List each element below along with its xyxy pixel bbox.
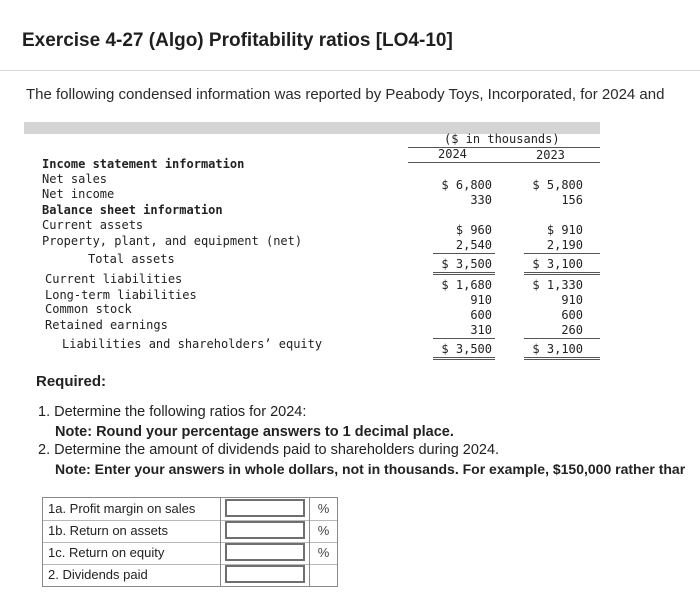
header-underline (408, 147, 600, 148)
value-2024-net-sales: $ 6,800 (441, 178, 492, 192)
value-2023-net-sales: $ 5,800 (532, 178, 583, 192)
answer-row-return-on-assets (43, 520, 337, 543)
row-label-liabilities-equity: Liabilities and shareholders’ equity (62, 337, 323, 351)
answer-row-dividends-paid (43, 564, 337, 586)
value-2024-current-liabilities: $ 1,680 (441, 278, 492, 292)
row-label-ppe: Property, plant, and equipment (net) (42, 234, 303, 248)
question-1: 1. Determine the following ratios for 2024: (38, 404, 307, 420)
year-2024-header: 2024 (438, 147, 467, 161)
value-2023-common-stock: 600 (561, 308, 583, 322)
answer-label-return-on-assets: 1b. Return on assets (43, 520, 221, 542)
profit-margin-input[interactable] (225, 499, 305, 517)
percent-unit: % (309, 520, 337, 542)
value-2023-net-income: 156 (561, 193, 583, 207)
row-label-common-stock: Common stock (45, 302, 132, 316)
row-label-retained-earnings: Retained earnings (45, 318, 168, 332)
value-2024-total-assets: $ 3,500 (441, 257, 492, 271)
row-label-total-assets: Total assets (88, 252, 175, 266)
header-bottom-line (408, 162, 600, 163)
return-on-assets-input[interactable] (225, 521, 305, 539)
value-2023-current-liabilities: $ 1,330 (532, 278, 583, 292)
row-label-net-sales: Net sales (42, 172, 108, 186)
value-2024-ppe: 2,540 (455, 238, 492, 252)
exercise-title: Exercise 4-27 (Algo) Profitability ratios [LO4-10] (22, 30, 453, 51)
value-2024-common-stock: 600 (470, 308, 492, 322)
total-line-2023-b (524, 274, 600, 275)
row-label-balance-sheet: Balance sheet information (42, 203, 223, 217)
total-line-2024-a (433, 272, 495, 273)
percent-unit: % (309, 542, 337, 564)
answer-row-return-on-equity (43, 542, 337, 565)
value-2023-liabilities-equity: $ 3,100 (532, 342, 583, 356)
answer-row-profit-margin (43, 498, 337, 521)
total-line-2024-le-a (433, 357, 495, 358)
answer-label-dividends-paid: 2. Dividends paid (43, 564, 221, 586)
value-2024-long-term-liabilities: 910 (470, 293, 492, 307)
answer-table (42, 497, 338, 587)
answer-label-return-on-equity: 1c. Return on equity (43, 542, 221, 564)
total-line-2024-b (433, 274, 495, 275)
row-label-long-term-liabilities: Long-term liabilities (45, 288, 197, 302)
subtotal-line-2024-le (433, 338, 495, 339)
row-label-income-statement: Income statement information (42, 157, 245, 171)
dividends-paid-input[interactable] (225, 565, 305, 583)
subtotal-line-2023 (524, 253, 600, 254)
total-line-2023-le-a (524, 357, 600, 358)
row-label-current-assets: Current assets (42, 218, 144, 232)
value-2024-liabilities-equity: $ 3,500 (441, 342, 492, 356)
question-2: 2. Determine the amount of dividends paid to shareholders during 2024. (38, 442, 500, 458)
answer-label-profit-margin: 1a. Profit margin on sales (43, 498, 221, 520)
total-line-2023-le-b (524, 359, 600, 360)
header-divider (0, 70, 700, 71)
subtotal-line-2023-le (524, 338, 600, 339)
value-2023-ppe: 2,190 (546, 238, 583, 252)
row-label-net-income: Net income (42, 187, 115, 201)
value-2023-total-assets: $ 3,100 (532, 257, 583, 271)
return-on-equity-input[interactable] (225, 543, 305, 561)
row-label-current-liabilities: Current liabilities (45, 272, 183, 286)
value-2024-current-assets: $ 960 (455, 223, 492, 237)
unit-label: ($ in thousands) (444, 132, 560, 146)
subtotal-line-2024 (433, 253, 495, 254)
year-2023-header: 2023 (536, 148, 565, 162)
value-2023-current-assets: $ 910 (546, 223, 583, 237)
value-2023-retained-earnings: 260 (561, 323, 583, 337)
question-1-note: Note: Round your percentage answers to 1 decimal place. (55, 424, 454, 440)
question-2-note: Note: Enter your answers in whole dollars, not in thousands. For example, $150,000 rather thar (55, 461, 686, 477)
percent-unit: % (309, 498, 337, 520)
total-line-2024-le-b (433, 359, 495, 360)
total-line-2023-a (524, 272, 600, 273)
value-2023-long-term-liabilities: 910 (561, 293, 583, 307)
value-2024-retained-earnings: 310 (470, 323, 492, 337)
value-2024-net-income: 330 (470, 193, 492, 207)
dividends-unit (309, 564, 337, 586)
required-heading: Required: (36, 373, 107, 390)
financial-table (24, 122, 600, 362)
intro-text: The following condensed information was reported by Peabody Toys, Incorporated, for 2024 and (26, 86, 665, 103)
